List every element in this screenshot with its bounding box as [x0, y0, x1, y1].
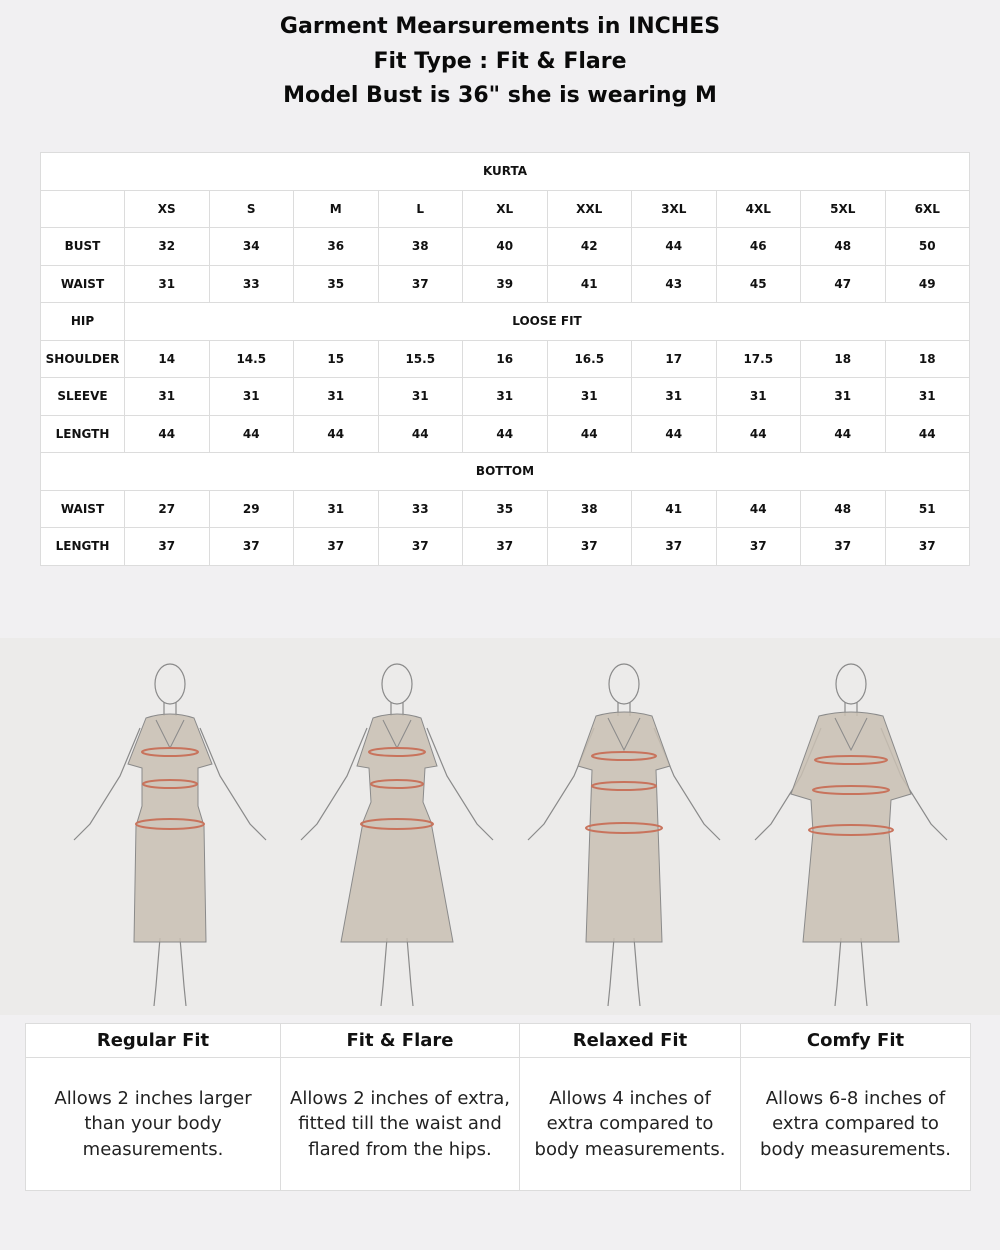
fit-description: Allows 4 inches of extra compared to body measurements. [520, 1058, 741, 1191]
measurement-cell: 27 [125, 490, 210, 528]
measurement-cell: 51 [885, 490, 970, 528]
size-header-row [41, 190, 970, 228]
measurement-cell: 31 [547, 378, 632, 416]
measurement-cell: 31 [209, 378, 294, 416]
measurement-cell: 43 [632, 265, 717, 303]
fit-types-table [25, 1023, 971, 1191]
measurement-cell: 48 [801, 228, 886, 266]
measurement-cell: 38 [547, 490, 632, 528]
measurement-cell: 39 [463, 265, 548, 303]
measurement-cell: 37 [632, 528, 717, 566]
measurement-cell: 18 [885, 340, 970, 378]
kurta-section-row [41, 153, 970, 191]
size-header: L [378, 190, 463, 228]
corner-cell [41, 190, 125, 228]
regular-fit-figure [70, 656, 270, 1016]
page-header [0, 10, 1000, 114]
size-header: XXL [547, 190, 632, 228]
row-label: SHOULDER [41, 340, 125, 378]
size-header: 6XL [885, 190, 970, 228]
relaxed-fit-figure [524, 656, 724, 1016]
measurement-cell: 44 [463, 415, 548, 453]
measurement-cell: 41 [632, 490, 717, 528]
measurement-cell: 44 [885, 415, 970, 453]
table-row [41, 378, 970, 416]
measurement-cell: 41 [547, 265, 632, 303]
row-label: SLEEVE [41, 378, 125, 416]
measurement-cell: 36 [294, 228, 379, 266]
table-row [41, 340, 970, 378]
measurement-cell: 35 [294, 265, 379, 303]
measurement-cell: 31 [885, 378, 970, 416]
measurement-cell: 44 [716, 490, 801, 528]
fit-illustrations [0, 638, 1000, 1015]
measurement-cell: 44 [547, 415, 632, 453]
fit-description: Allows 2 inches larger than your body measurements. [26, 1058, 281, 1191]
measurement-cell: 44 [294, 415, 379, 453]
row-label: BUST [41, 228, 125, 266]
measurement-cell: 37 [801, 528, 886, 566]
measurement-cell: 31 [632, 378, 717, 416]
garment-shape [578, 712, 670, 942]
model-info-title: Model Bust is 36" she is wearing M [283, 83, 717, 108]
measurement-cell: 44 [209, 415, 294, 453]
fit-name: Fit & Flare [281, 1024, 520, 1058]
measurement-cell: 44 [632, 228, 717, 266]
measurement-cell: 37 [294, 528, 379, 566]
size-header: S [209, 190, 294, 228]
measurement-cell: 31 [125, 378, 210, 416]
measurement-cell: 49 [885, 265, 970, 303]
row-label: LENGTH [41, 415, 125, 453]
size-chart-table [40, 152, 970, 566]
fit-description-row [26, 1058, 971, 1191]
measurement-cell: 44 [125, 415, 210, 453]
fit-type-title: Fit Type : Fit & Flare [373, 48, 627, 74]
measurement-cell: 44 [632, 415, 717, 453]
measurement-cell: 15.5 [378, 340, 463, 378]
measurement-cell: 31 [463, 378, 548, 416]
measurement-cell: 38 [378, 228, 463, 266]
measurement-cell: 17 [632, 340, 717, 378]
row-label: WAIST [41, 490, 125, 528]
measurement-cell: 45 [716, 265, 801, 303]
fit-description: Allows 6-8 inches of extra compared to body measurements. [741, 1058, 971, 1191]
table-row [41, 303, 970, 341]
measurement-cell: 37 [885, 528, 970, 566]
measurement-cell: 16.5 [547, 340, 632, 378]
measurement-cell: 31 [801, 378, 886, 416]
size-header: 5XL [801, 190, 886, 228]
measurement-cell: 47 [801, 265, 886, 303]
fit-header-row [26, 1024, 971, 1058]
measurement-cell: 18 [801, 340, 886, 378]
size-header: M [294, 190, 379, 228]
measurement-cell: 35 [463, 490, 548, 528]
table-row [41, 490, 970, 528]
measurement-cell: 14 [125, 340, 210, 378]
measurement-cell: 50 [885, 228, 970, 266]
loose-fit-cell: LOOSE FIT [125, 303, 970, 341]
measurement-cell: 37 [378, 265, 463, 303]
size-header: XL [463, 190, 548, 228]
measurement-cell: 16 [463, 340, 548, 378]
fit-and-flare-figure [297, 656, 497, 1016]
fit-name: Comfy Fit [741, 1024, 971, 1058]
comfy-fit-figure [751, 656, 951, 1016]
measurement-cell: 37 [209, 528, 294, 566]
measurement-cell: 44 [378, 415, 463, 453]
size-header: 4XL [716, 190, 801, 228]
measurement-cell: 15 [294, 340, 379, 378]
fit-name: Relaxed Fit [520, 1024, 741, 1058]
measurement-cell: 37 [378, 528, 463, 566]
measurement-cell: 33 [378, 490, 463, 528]
measurement-cell: 32 [125, 228, 210, 266]
measurement-cell: 31 [294, 490, 379, 528]
fit-name: Regular Fit [26, 1024, 281, 1058]
section-title: KURTA [41, 153, 970, 191]
bottom-section-row [41, 453, 970, 491]
measurement-cell: 44 [801, 415, 886, 453]
measurement-cell: 31 [125, 265, 210, 303]
measurement-cell: 37 [125, 528, 210, 566]
measurement-cell: 29 [209, 490, 294, 528]
measurement-cell: 46 [716, 228, 801, 266]
measurement-cell: 14.5 [209, 340, 294, 378]
table-row [41, 265, 970, 303]
measurement-cell: 33 [209, 265, 294, 303]
section-title: BOTTOM [41, 453, 970, 491]
measurement-cell: 37 [716, 528, 801, 566]
measurement-cell: 17.5 [716, 340, 801, 378]
table-row [41, 415, 970, 453]
measurement-cell: 31 [716, 378, 801, 416]
measurement-cell: 31 [294, 378, 379, 416]
measurement-cell: 48 [801, 490, 886, 528]
measurement-cell: 44 [716, 415, 801, 453]
measurement-cell: 37 [463, 528, 548, 566]
row-label: HIP [41, 303, 125, 341]
table-row [41, 228, 970, 266]
row-label: LENGTH [41, 528, 125, 566]
measurement-cell: 40 [463, 228, 548, 266]
measurement-cell: 31 [378, 378, 463, 416]
measurement-cell: 34 [209, 228, 294, 266]
measurement-cell: 42 [547, 228, 632, 266]
fit-description: Allows 2 inches of extra, fitted till the waist and flared from the hips. [281, 1058, 520, 1191]
row-label: WAIST [41, 265, 125, 303]
garment-shape [791, 712, 911, 942]
table-row [41, 528, 970, 566]
size-header: 3XL [632, 190, 717, 228]
measurement-cell: 37 [547, 528, 632, 566]
size-header: XS [125, 190, 210, 228]
page-title: Garment Mearsurements in INCHES [279, 14, 721, 39]
